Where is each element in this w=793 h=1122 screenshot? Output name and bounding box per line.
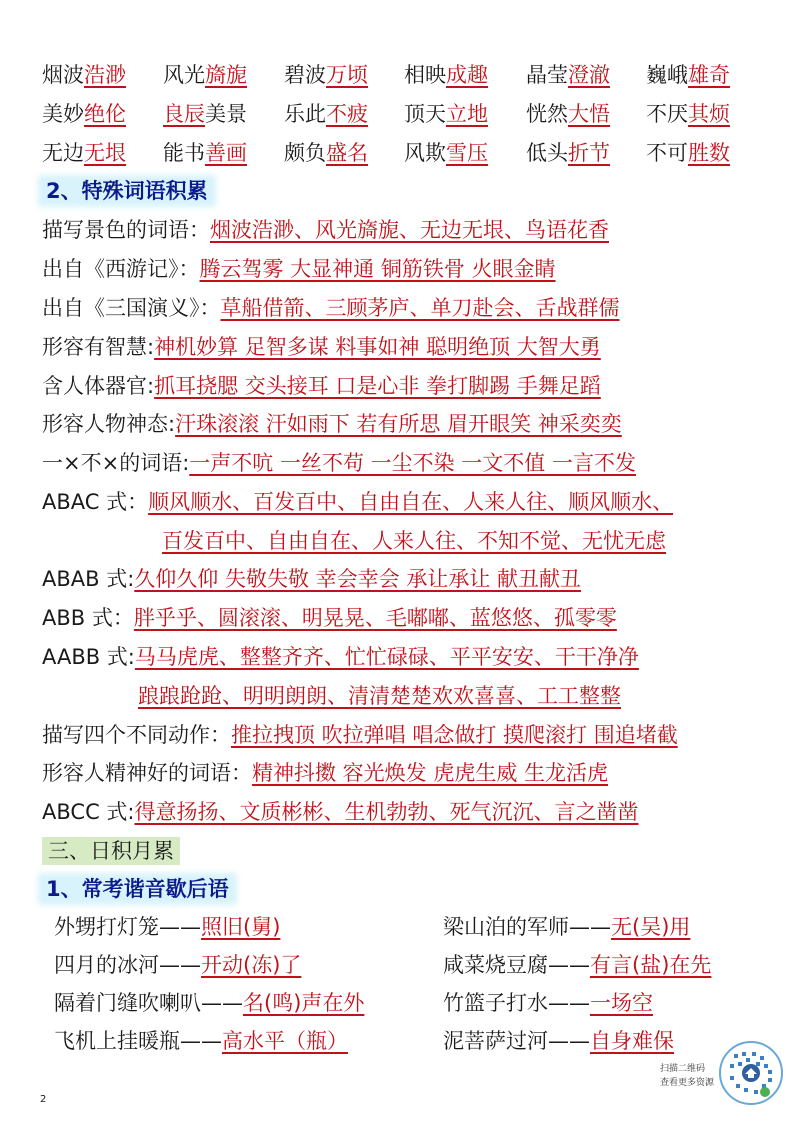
section-3-subtitle: 1、常考谐音歇后语 — [42, 877, 233, 901]
category-line: ABCC 式:得意扬扬、文质彬彬、生机勃勃、死气沉沉、言之凿凿 — [42, 800, 639, 824]
xiehouyu-item: 飞机上挂暖瓶——高水平（瓶） — [54, 1029, 348, 1053]
qr-code-icon — [718, 1040, 784, 1106]
word-cell: 巍峨雄奇 — [646, 63, 730, 87]
section-heading — [42, 836, 180, 866]
category-line: 百发百中、自由自在、人来人往、不知不觉、无忧无虑 — [162, 529, 666, 553]
word-cell: 能书善画 — [163, 141, 247, 165]
category-line: 形容人物神态:汗珠滚滚 汗如雨下 若有所思 眉开眼笑 神采奕奕 — [42, 412, 622, 436]
xiehouyu-item: 泥菩萨过河——自身难保 — [443, 1029, 674, 1053]
word-cell: 颇负盛名 — [284, 141, 368, 165]
category-line: 出自《三国演义》：草船借箭、三顾茅庐、单刀赴会、舌战群儒 — [42, 296, 620, 320]
category-line: 含人体器官:抓耳挠腮 交头接耳 口是心非 拳打脚踢 手舞足蹈 — [42, 374, 601, 398]
word-cell: 顶天立地 — [404, 102, 488, 126]
xiehouyu-item: 梁山泊的军师——无(吴)用 — [443, 915, 691, 939]
category-line: 踉踉跄跄、明明朗朗、清清楚楚欢欢喜喜、工工整整 — [138, 684, 621, 708]
word-cell: 烟波浩渺 — [42, 63, 126, 87]
xiehouyu-item: 四月的冰河——开动(冻)了 — [54, 953, 302, 977]
category-line: AABB 式:马马虎虎、整整齐齐、忙忙碌碌、平平安安、干干净净 — [42, 645, 639, 669]
xiehouyu-item: 隔着门缝吹喇叭——名(鸣)声在外 — [54, 991, 365, 1015]
category-line: 描写四个不同动作：推拉拽顶 吹拉弹唱 唱念做打 摸爬滚打 围追堵截 — [42, 723, 678, 747]
word-cell: 晶莹澄澈 — [526, 63, 610, 87]
xiehouyu-item: 外甥打灯笼——照旧(舅) — [54, 915, 281, 939]
word-cell: 风光旖旎 — [163, 63, 247, 87]
category-line: 描写景色的词语：烟波浩渺、风光旖旎、无边无垠、鸟语花香 — [42, 218, 609, 242]
word-cell: 风欺雪压 — [404, 141, 488, 165]
qr-caption-line: 查看更多资源 — [660, 1078, 715, 1088]
section-heading — [42, 176, 212, 206]
word-cell: 无边无垠 — [42, 141, 126, 165]
section-3-title: 三、日积月累 — [42, 837, 180, 865]
category-line: ABAC 式：顺风顺水、百发百中、自由自在、人来人往、顺风顺水、 — [42, 490, 674, 514]
qr-caption-line: 扫描二维码 — [660, 1064, 706, 1074]
word-cell: 美妙绝伦 — [42, 102, 126, 126]
section-heading — [42, 874, 233, 904]
category-line: 形容有智慧:神机妙算 足智多谋 料事如神 聪明绝顶 大智大勇 — [42, 335, 601, 359]
word-cell: 乐此不疲 — [284, 102, 368, 126]
word-cell: 低头折节 — [526, 141, 610, 165]
category-line: 形容人精神好的词语：精神抖擞 容光焕发 虎虎生威 生龙活虎 — [42, 761, 609, 785]
page-number: 2 — [40, 1094, 47, 1105]
section-2-title: 2、特殊词语积累 — [42, 179, 212, 203]
word-cell: 不可胜数 — [646, 141, 730, 165]
category-line: ABB 式：胖乎乎、圆滚滚、明晃晃、毛嘟嘟、蓝悠悠、孤零零 — [42, 606, 617, 630]
category-line: ABAB 式:久仰久仰 失敬失敬 幸会幸会 承让承让 献丑献丑 — [42, 567, 581, 591]
word-cell: 恍然大悟 — [526, 102, 610, 126]
qr-caption — [660, 1062, 714, 1090]
category-line: 一×不×的词语:一声不吭 一丝不苟 一尘不染 一文不值 一言不发 — [42, 451, 636, 475]
word-cell: 不厌其烦 — [646, 102, 730, 126]
word-cell: 相映成趣 — [404, 63, 488, 87]
word-cell: 碧波万顷 — [284, 63, 368, 87]
category-line: 出自《西游记》：腾云驾雾 大显神通 铜筋铁骨 火眼金睛 — [42, 257, 556, 281]
xiehouyu-item: 竹篮子打水——一场空 — [443, 991, 653, 1015]
xiehouyu-item: 咸菜烧豆腐——有言(盐)在先 — [443, 953, 712, 977]
word-cell: 良辰美景 — [163, 102, 247, 126]
